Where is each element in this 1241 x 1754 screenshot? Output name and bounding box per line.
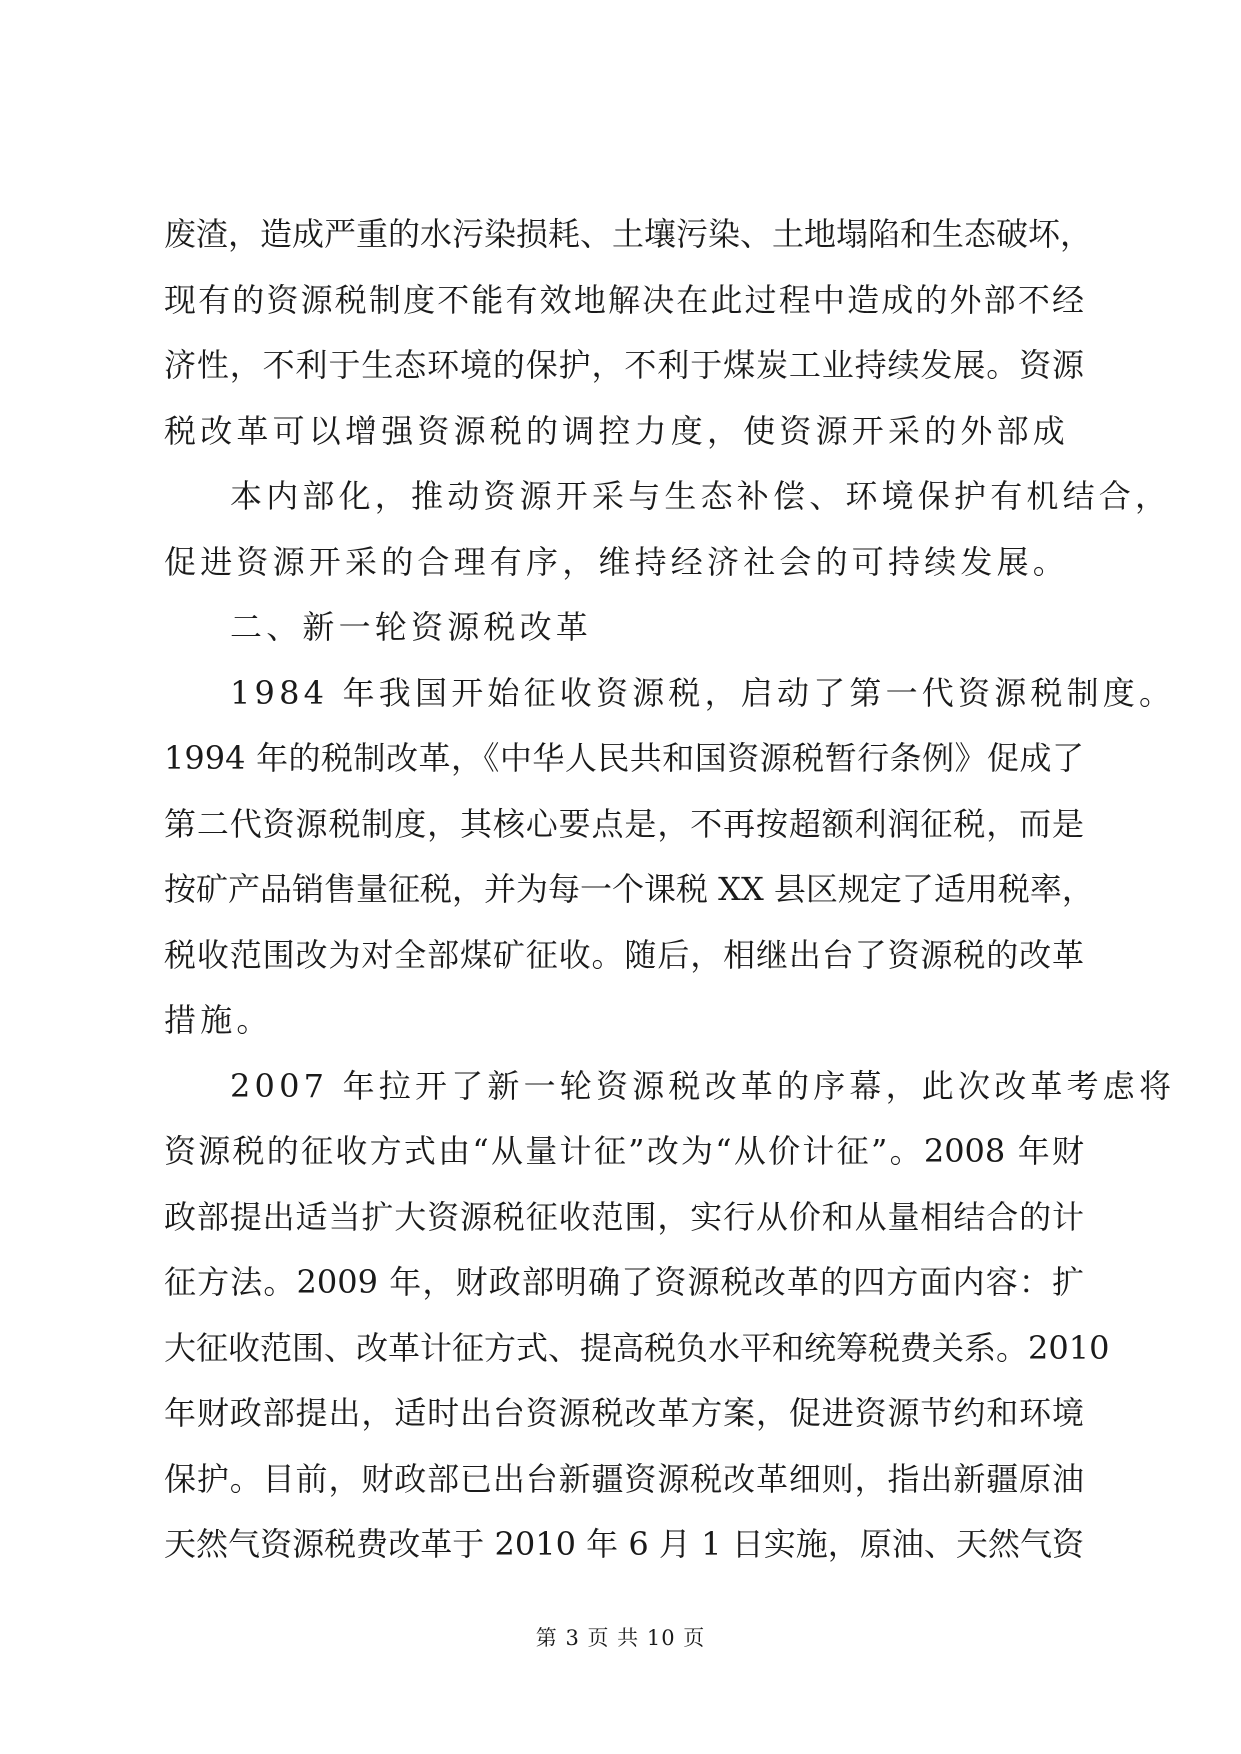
text-line: 资源税的征收方式由“从量计征”改为“从价计征”。2008 年财 (164, 1132, 1084, 1170)
text-line: 政部提出适当扩大资源税征收范围，实行从价和从量相结合的计 (164, 1197, 1084, 1236)
text-line: 2007 年拉开了新一轮资源税改革的序幕，此次改革考虑将 (230, 1066, 1176, 1105)
text-line: 第二代资源税制度，其核心要点是，不再按超额利润征税，而是 (164, 804, 1084, 843)
text-line: 1994 年的税制改革，《中华人民共和国资源税暂行条例》促成了 (164, 739, 1084, 777)
text-line: 大征收范围、改革计征方式、提高税负水平和统筹税费关系。2010 (164, 1328, 1110, 1367)
text-line: 天然气资源税费改革于 2010 年 6 月 1 日实施，原油、天然气资 (164, 1525, 1084, 1563)
text-line: 税改革可以增强资源税的调控力度，使资源开采的外部成 (164, 411, 1070, 450)
document-body (164, 202, 1176, 1578)
text-line: 征方法。2009 年，财政部明确了资源税改革的四方面内容：扩 (164, 1263, 1084, 1301)
text-line: 现有的资源税制度不能有效地解决在此过程中造成的外部不经 (164, 280, 1084, 319)
text-line: 年财政部提出，适时出台资源税改革方案，促进资源节约和环境 (164, 1394, 1084, 1432)
text-line: 本内部化，推动资源开采与生态补偿、环境保护有机结合， (230, 477, 1172, 515)
text-line: 措施。 (164, 1001, 273, 1039)
text-line: 1984 年我国开始征收资源税，启动了第一代资源税制度。 (230, 673, 1176, 712)
section-heading: 二、新一轮资源税改革 (230, 608, 593, 646)
text-line: 保护。目前，财政部已出台新疆资源税改革细则，指出新疆原油 (164, 1459, 1084, 1498)
text-line: 济性，不利于生态环境的保护，不利于煤炭工业持续发展。资源 (164, 346, 1084, 384)
text-line: 税收范围改为对全部煤矿征收。随后，相继出台了资源税的改革 (164, 935, 1084, 974)
text-line: 废渣，造成严重的水污染损耗、土壤污染、土地塌陷和生态破坏， (164, 215, 1093, 253)
text-line: 按矿产品销售量征税，并为每一个课税 XX 县区规定了适用税率， (164, 870, 1094, 908)
page-footer: 第 3 页 共 10 页 (535, 1626, 706, 1650)
text-line: 促进资源开采的合理有序，维持经济社会的可持续发展。 (164, 542, 1070, 581)
